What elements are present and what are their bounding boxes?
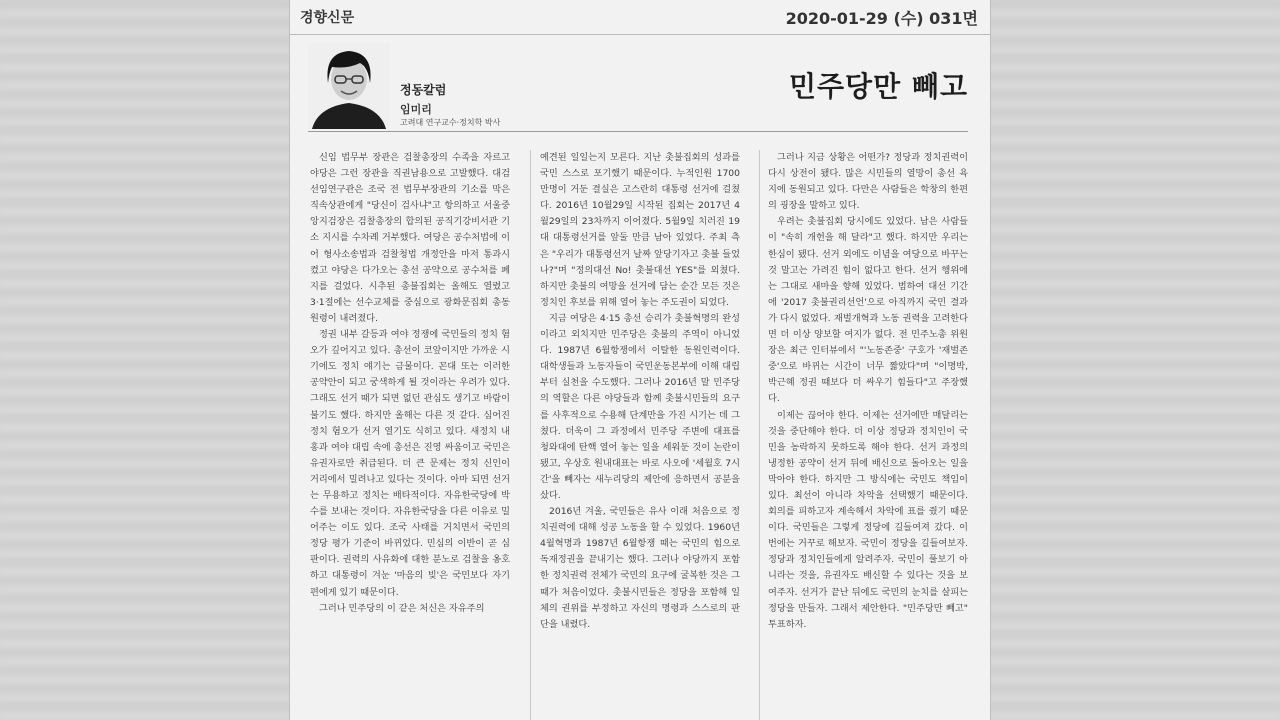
author-portrait	[308, 43, 390, 129]
author-name: 임미리	[400, 103, 432, 116]
blurred-background-left	[0, 0, 290, 720]
paragraph: 이제는 끊어야 한다. 이제는 선거에만 매달리는 것을 중단해야 한다. 더 이상 정당과 정치인이 국민을 농락하지 못하도록 해야 한다. 선거 과정의 냉정한 공약이 선거 뒤에 배신으로 돌아오는 일을 막아야 한다. 하지만 그 방식에는 국민도 책임이 있다. 최선이 아니라 차악을 선택했기 때문이다. 회의를 피하고자 계속해서 차악에 표를 줬기 때문이다. 국민들은 그렇게 정당에 길들여져 갔다. 이번에는 거꾸로 해보자. 국민이 정당을 길들여보자. 정당과 정치인들에게 알려주자. 국민이 풀보기 아니라는 것을, 유권자도 배신할 수 있다는 것을 보여주자. 선거가 끝난 뒤에도 국민의 눈치를 살피는 정당을 만들자. 그래서 제안한다. "민주당만 빼고" 투표하자.	[768, 409, 968, 630]
article-column-1	[310, 150, 510, 720]
paragraph: 지금 여당은 4·15 총선 승리가 촛불혁명의 완성이라고 외치지만 민주당은 촛불의 주역이 아니었다. 1987년 6월항쟁에서 이탈한 동원인력이다. 대학생들과 노동자들이 국민운동본부에 이해 대립부터 실천을 수도했다. 그러나 2016년 말 민주당의 역할은 다른 야당들과 함께 촛불시민들의 요구를 사후적으로 수용해 단계만을 가진 시기는 데 그쳤다. 더욱이 그 과정에서 민주당 주변에 대표를 청와대에 탄핵 열어 놓는 일을 세워둔 것이 논란이 됐고, 우상호 원내대표는 바로 사오에 '세월호 7시간'을 빼자는 새누리당의 제안에 응하면서 공분을 샀다.	[540, 312, 740, 501]
newspaper-name: 경향신문	[300, 10, 355, 26]
blurred-background-right	[990, 0, 1280, 720]
newspaper-page	[290, 0, 990, 720]
paragraph: 그러나 지금 상황은 어떤가? 정당과 정치권력이 다시 상전이 됐다. 많은 시민들의 열망이 총선 욕지에 동원되고 있다. 다만은 사람들은 학창의 한편의 굉장을 말하고 있다.	[768, 152, 968, 212]
page-header-bar	[290, 0, 990, 35]
header-divider	[308, 131, 968, 132]
issue-date-page: 2020-01-29 (수) 031면	[785, 9, 978, 28]
paragraph: 예견된 일일는지 모른다. 지난 촛불집회의 성과를 국민 스스로 포기했기 때문이다. 누적인원 1700만명이 거둔 결실은 고스란히 대통령 선거에 걸쳤다. 2016년 10월29일 시작된 집회는 2017년 4월29일의 23차까지 이어졌다. 5월9일 치러진 19대 대통령선거를 앞둘 만큼 남아 있었다. 주최 측은 "우리가 대통령선거 날짜 앞당기자고 촛불 들었나?"며 "정의대선 No! 촛불대선 YES"를 외쳤다. 하지만 촛불의 여망을 선거에 담는 순간 모든 것은 정치인 후보를 위해 열어 놓는 주도권이 되었다.	[540, 152, 740, 308]
article-column-2	[540, 150, 740, 720]
paragraph: 신임 법무부 장관은 검찰총장의 수족을 자르고 야당은 그런 장관을 직권남용으로 고발했다. 대검 선임연구관은 조국 전 법무부장관의 기소를 막은 직속상관에게 "당신이 검사냐"고 항의하고 서울중앙지검장은 검찰총장의 합의된 공직기강비서관 기소 지시를 수차례 거부했다. 여당은 공수처법에 이어 형사소송법과 검찰청법 개정안을 마저 통과시켰고 야당은 다가오는 총선 공약으로 공수처를 폐지를 걸었다. 시추된 총불집회는 올해도 열렸고 3·1절에는 선수교체를 중심으로 광화문집회 총동원령이 내려졌다.	[310, 152, 510, 324]
paragraph: 정권 내부 갈등과 여야 정쟁에 국민들의 정치 혐오가 깊어지고 있다. 총선이 코앞이지만 가까운 시기에도 정치 얘기는 금물이다. 꼰대 또는 이러한 공약안이 되고 궁색하게 될 것이라는 우려가 있다. 그래도 선거 때가 되면 없던 관심도 생기고 바람이 불기도 했다. 하지만 올해는 다른 것 같다. 심어진 정치 혐오가 선거 열기도 식히고 있다. 새정치 내홍과 여야 대립 속에 총선은 진영 싸움이고 국민은 유권자로만 취급된다. 더 큰 문제는 정치 신인이 거리에서 밀려나고 있다는 것이다. 아마 되면 선거는 무용하고 정치는 배타적이다. 자유한국당에 박수를 보내는 것이다. 자유한국당을 다른 이유로 밀어주는 이도 있다. 조국 사태를 거치면서 국민의 정당 평가 기준이 바뀌었다. 민심의 이반이 곧 심판이다. 권력의 사유화에 대한 분노로 검찰을 옹호하고 대통령이 겨눈 '마음의 빚'은 국민보다 자기 편에게 있기 때문이다.	[310, 329, 510, 598]
column-label: 정동칼럼	[400, 83, 447, 97]
article-body	[310, 150, 970, 720]
column-header	[290, 35, 990, 135]
headline: 민주당만 빼고	[788, 70, 968, 103]
paragraph: 2016년 겨울, 국민들은 유사 이래 처음으로 정치권력에 대해 성공 노동을 할 수 있었다. 1960년 4월혁명과 1987년 6월항쟁 때는 국민의 힘으로 독재정권을 끝내기는 했다. 그러나 야당까지 포함한 정치권력 전체가 국민의 요구에 굴복한 것은 그때가 처음이었다. 촛불시민들은 정당을 포함해 일체의 권위를 부정하고 자신의 명령과 스스로의 판단을 내렸다.	[540, 506, 740, 630]
paragraph: 우려는 촛불집회 당시에도 있었다. 남은 사람들이 "속히 개헌을 해 달라"고 했다. 하지만 우리는 한심이 됐다. 선거 외에도 이념을 여당으로 바꾸는 것 말고는 가려진 힘이 없다고 한다. 선거 행위에는 그대로 새마을 향해 있었다. 범하여 대선 기간에 '2017 촛불권리선언'으로 아직까지 국민 결과가 다시 없었다. 재벌개혁과 노동 권력을 고려한다면 더 이상 양보할 여지가 없다. 전 민주노총 위원장은 최근 인터뷰에서 "'노동존중' 구호가 '재벌존중'으로 바뀌는 시간이 너무 짧았다"며 "이명박, 박근혜 정권 때보다 더 싸우기 힘들다"고 주장했다.	[768, 216, 968, 405]
article-column-3	[768, 150, 968, 720]
paragraph: 그러나 민주당의 이 같은 처신은 자유주의	[319, 602, 485, 614]
author-title: 고려대 연구교수·정치학 박사	[400, 118, 501, 127]
